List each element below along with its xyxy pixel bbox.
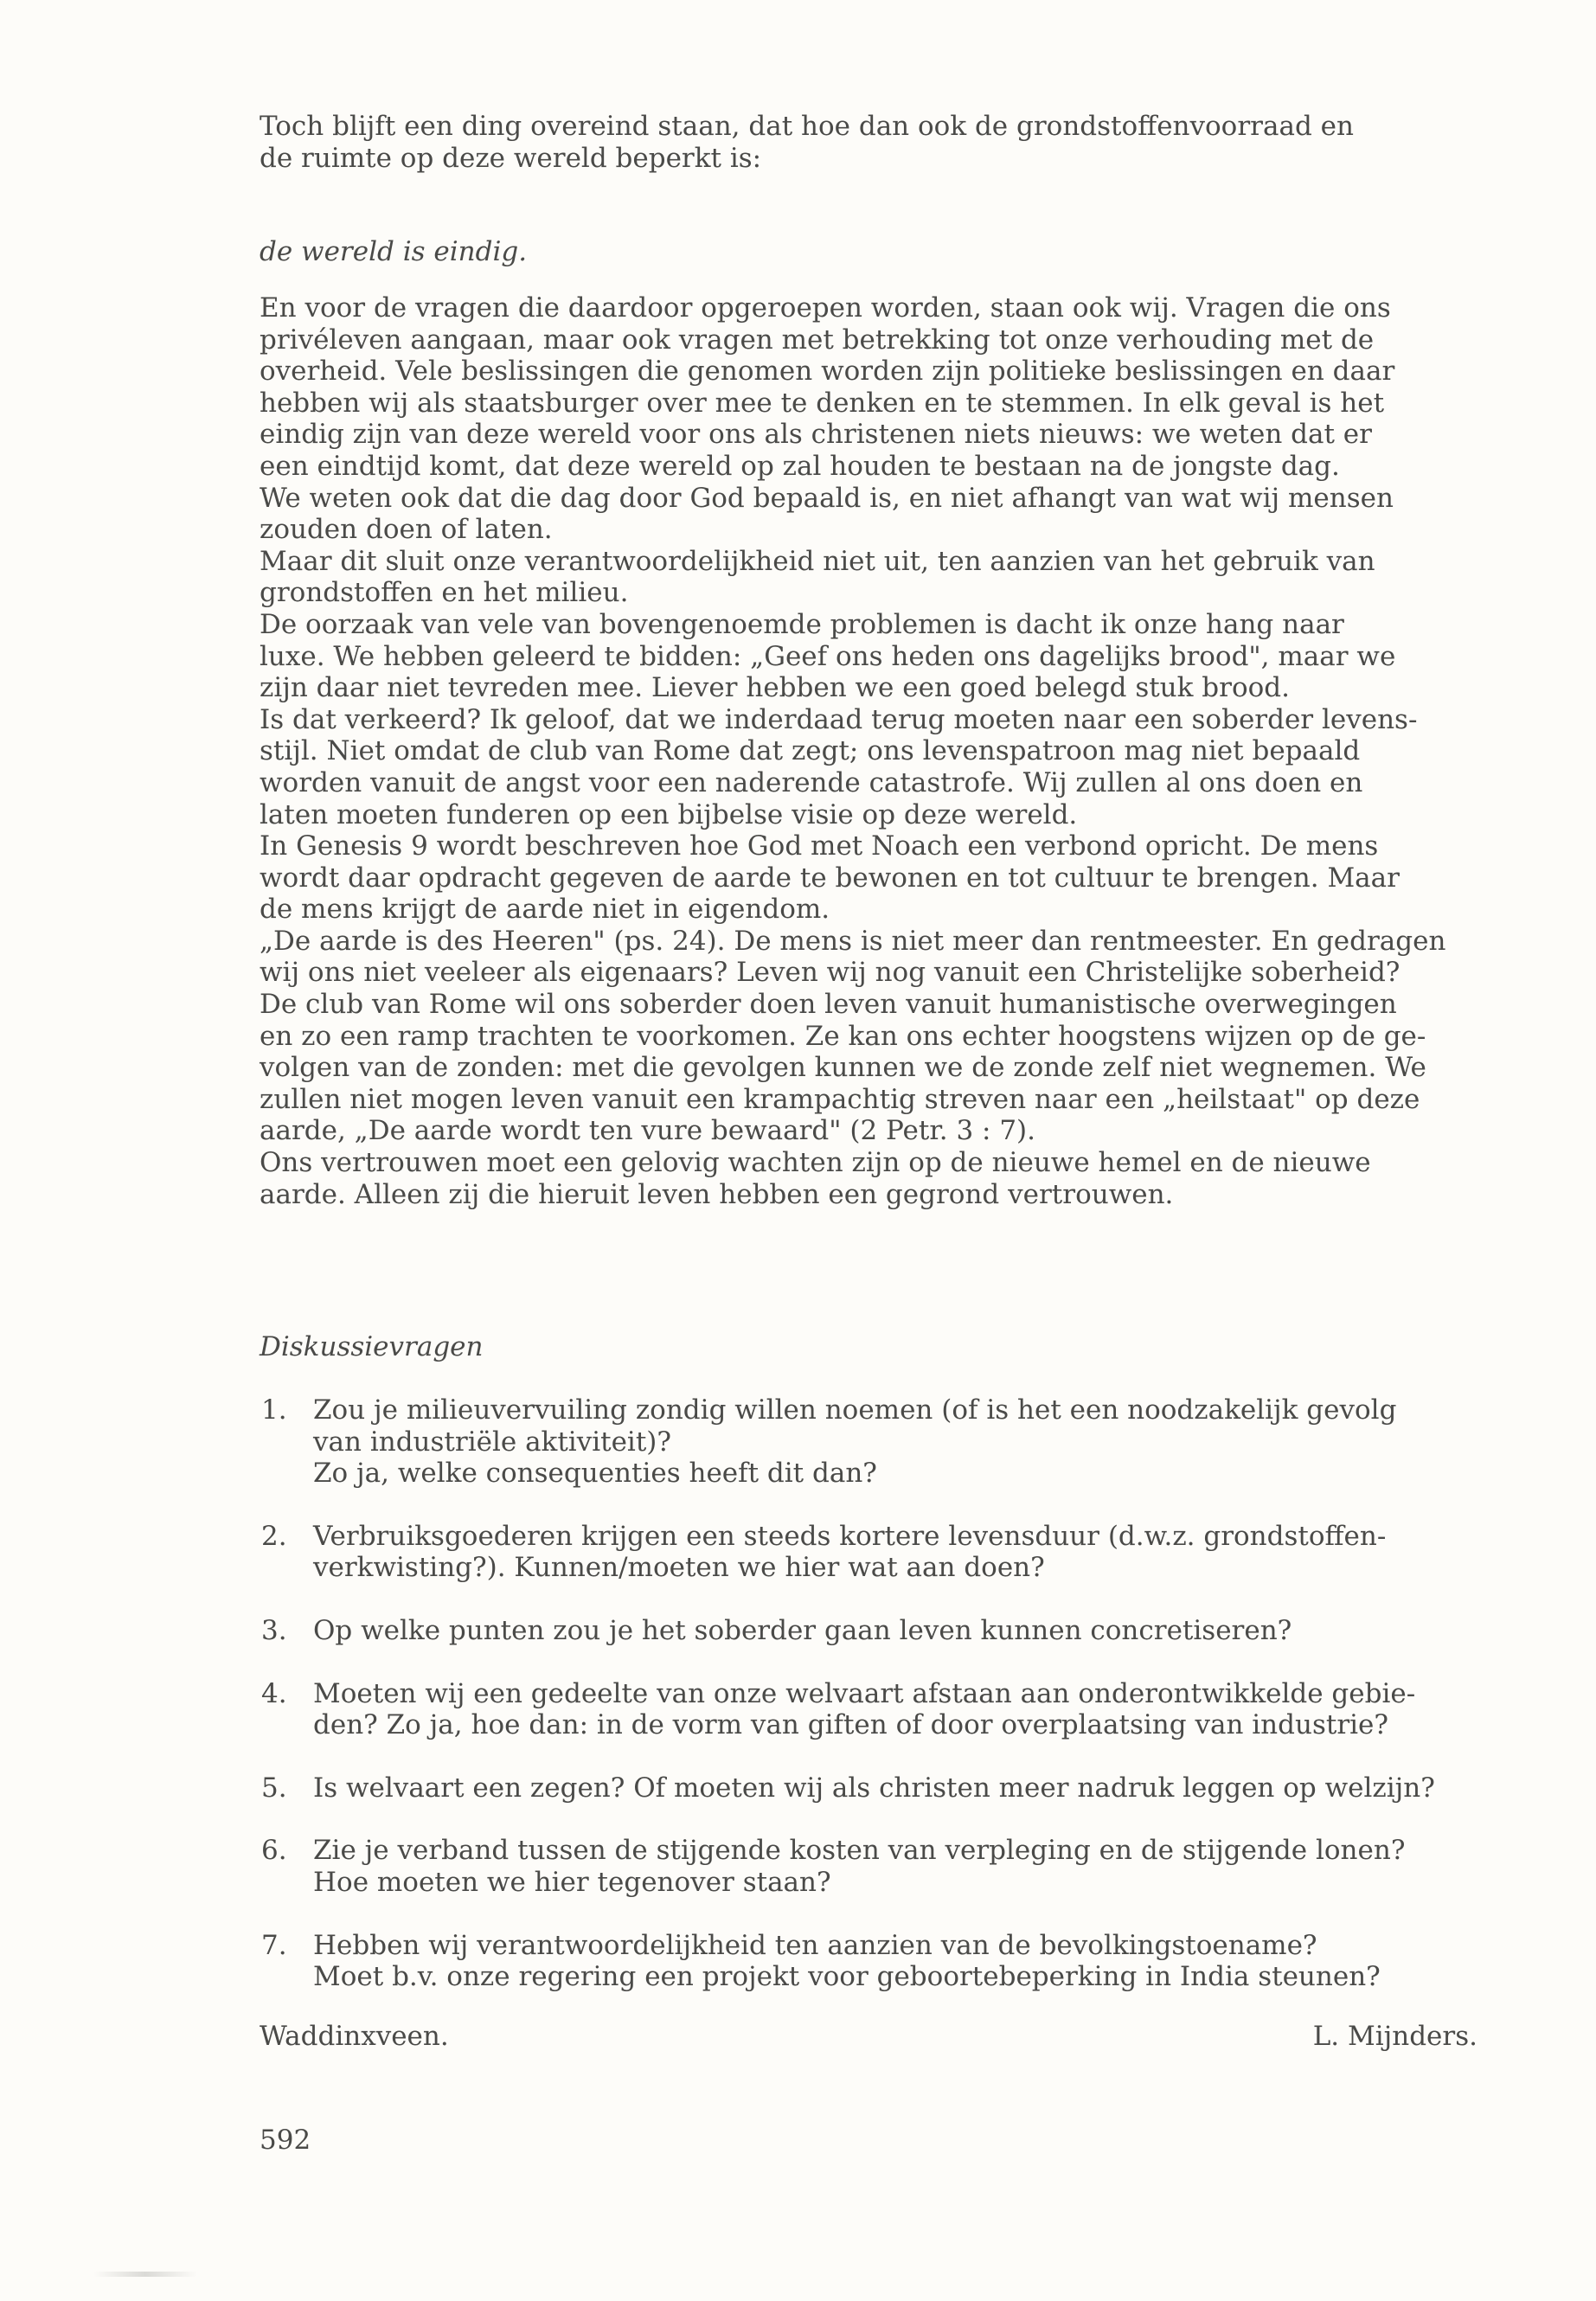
text-line: eindig zijn van deze wereld voor ons als christenen niets nieuws: we weten dat er: [260, 419, 1372, 451]
signature-author: L. Mijnders.: [1312, 2021, 1477, 2052]
question-line: Moet b.v. onze regering een projekt voor geboortebeperking in India steunen?: [313, 1961, 1381, 1993]
question-item: [260, 1678, 1477, 1741]
discussion-questions-list: [260, 1394, 1477, 2024]
question-line: den? Zo ja, hoe dan: in de vorm van giften of door overplaatsing van industrie?: [313, 1709, 1389, 1741]
body-text: [260, 292, 1477, 1210]
question-number: 3.: [261, 1614, 287, 1646]
text-line: volgen van de zonden: met die gevolgen kunnen we de zonde zelf niet wegnemen. We: [260, 1052, 1426, 1084]
text-line: wordt daar opdracht gegeven de aarde te bewonen en tot cultuur te brengen. Maar: [260, 862, 1400, 894]
text-line: „De aarde is des Heeren" (ps. 24). De mens is niet meer dan rentmeester. En gedragen: [260, 925, 1446, 957]
text-line: de ruimte op deze wereld beperkt is:: [260, 142, 762, 174]
intro-paragraph: [260, 111, 1477, 174]
text-line: De oorzaak van vele van bovengenoemde problemen is dacht ik onze hang naar: [260, 608, 1344, 640]
text-line: overheid. Vele beslissingen die genomen worden zijn politieke beslissingen en daar: [260, 356, 1395, 388]
text-line: privéleven aangaan, maar ook vragen met betrekking tot onze verhouding met de: [260, 324, 1375, 356]
text-line: worden vanuit de angst voor een naderende catastrofe. Wij zullen al ons doen en: [260, 766, 1363, 798]
text-line: de mens krijgt de aarde niet in eigendom.: [260, 894, 830, 926]
text-line: zijn daar niet tevreden mee. Liever hebben we een goed belegd stuk brood.: [260, 672, 1290, 704]
question-line: Zie je verband tussen de stijgende kosten van verpleging en de stijgende lonen?: [313, 1835, 1406, 1867]
question-number: 5.: [261, 1772, 287, 1804]
text-line: aarde, „De aarde wordt ten vure bewaard" (2 Petr. 3 : 7).: [260, 1115, 1035, 1147]
question-number: 1.: [261, 1394, 287, 1426]
question-line: Hoe moeten we hier tegenover staan?: [313, 1866, 831, 1898]
question-number: 2.: [261, 1520, 287, 1552]
section-heading: Diskussievragen: [260, 1331, 484, 1362]
text-line: En voor de vragen die daardoor opgeroepen worden, staan ook wij. Vragen die ons: [260, 292, 1391, 324]
scan-artifact: [93, 2272, 197, 2277]
question-line: van industriële aktiviteit)?: [313, 1426, 672, 1458]
question-item: [260, 1521, 1477, 1584]
question-line: Moeten wij een gedeelte van onze welvaart afstaan aan onderontwikkelde gebie-: [313, 1677, 1416, 1709]
text-line: De club van Rome wil ons soberder doen leven vanuit humanistische overwegingen: [260, 989, 1397, 1021]
question-item: [260, 1930, 1477, 1993]
emphasis-statement: [260, 236, 1477, 268]
question-line: Hebben wij verantwoordelijkheid ten aanzien van de bevolkingstoename?: [313, 1929, 1317, 1961]
text-line: aarde. Alleen zij die hieruit leven hebben een gegrond vertrouwen.: [260, 1178, 1174, 1210]
question-line: Zou je milieuvervuiling zondig willen noemen (of is het een noodzakelijk gevolg: [313, 1394, 1397, 1426]
question-line: Is welvaart een zegen? Of moeten wij als christen meer nadruk leggen op welzijn?: [313, 1772, 1435, 1804]
text-line: zouden doen of laten.: [260, 514, 553, 546]
question-item: [260, 1394, 1477, 1490]
signature-block: [260, 2021, 1477, 2052]
question-line: Op welke punten zou je het soberder gaan leven kunnen concretiseren?: [313, 1614, 1292, 1646]
question-line: verkwisting?). Kunnen/moeten we hier wat aan doen?: [313, 1552, 1045, 1584]
text-line: en zo een ramp trachten te voorkomen. Ze kan ons echter hoogstens wijzen op de ge-: [260, 1020, 1426, 1052]
page-number: 592: [260, 2125, 311, 2156]
text-line: Toch blijft een ding overeind staan, dat hoe dan ook de grondstoffenvoorraad en: [260, 111, 1354, 142]
text-line: In Genesis 9 wordt beschreven hoe God met Noach een verbond opricht. De mens: [260, 830, 1379, 862]
questions-heading: [260, 1331, 1477, 1363]
question-line: Zo ja, welke consequenties heeft dit dan?: [313, 1458, 877, 1490]
text-line: een eindtijd komt, dat deze wereld op zal houden te bestaan na de jongste dag.: [260, 450, 1340, 482]
text-line: Ons vertrouwen moet een gelovig wachten zijn op de nieuwe hemel en de nieuwe: [260, 1147, 1371, 1179]
text-line: grondstoffen en het milieu.: [260, 577, 629, 609]
question-number: 7.: [261, 1929, 287, 1961]
question-number: 6.: [261, 1835, 287, 1867]
text-line: Is dat verkeerd? Ik geloof, dat we inderdaad terug moeten naar een soberder levens-: [260, 703, 1418, 735]
text-line: wij ons niet veeleer als eigenaars? Leven wij nog vanuit een Christelijke soberheid?: [260, 957, 1401, 989]
question-item: [260, 1615, 1477, 1647]
question-number: 4.: [261, 1677, 287, 1709]
text-line: We weten ook dat die dag door God bepaald is, en niet afhangt van wat wij mensen: [260, 482, 1394, 514]
text-line: luxe. We hebben geleerd te bidden: „Geef ons heden ons dagelijks brood", maar we: [260, 640, 1396, 672]
question-item: [260, 1772, 1477, 1804]
question-item: [260, 1835, 1477, 1898]
text-line: zullen niet mogen leven vanuit een krampachtig streven naar een „heilstaat" op deze: [260, 1083, 1420, 1115]
text-line: stijl. Niet omdat de club van Rome dat zegt; ons levenspatroon mag niet bepaald: [260, 735, 1361, 767]
emphasis-text: de wereld is eindig.: [260, 236, 528, 267]
text-line: laten moeten funderen op een bijbelse visie op deze wereld.: [260, 798, 1078, 830]
signature-place: Waddinxveen.: [260, 2021, 449, 2052]
text-line: hebben wij als staatsburger over mee te denken en te stemmen. In elk geval is het: [260, 387, 1385, 419]
question-line: Verbruiksgoederen krijgen een steeds kortere levensduur (d.w.z. grondstoffen-: [313, 1520, 1387, 1552]
text-line: Maar dit sluit onze verantwoordelijkheid niet uit, ten aanzien van het gebruik van: [260, 545, 1375, 577]
